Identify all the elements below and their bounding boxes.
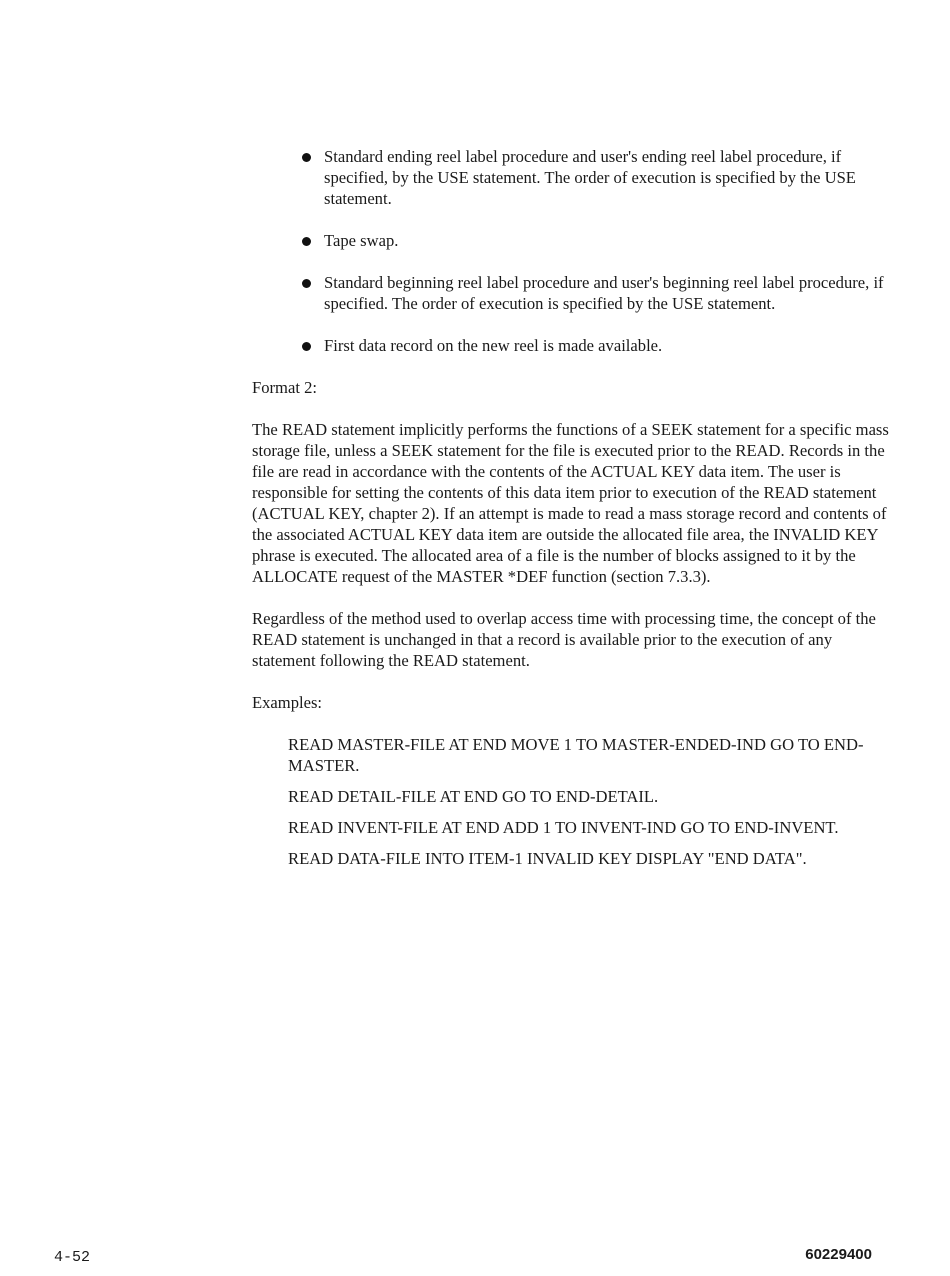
examples-list [288, 734, 892, 869]
bullet-item [252, 230, 892, 251]
example-line: READ INVENT-FILE AT END ADD 1 TO INVENT-IND GO TO END-INVENT. [288, 818, 839, 837]
bullet-dot-icon [302, 342, 311, 351]
format-heading: Format 2: [252, 378, 317, 397]
body-paragraph: The READ statement implicitly performs the functions of a SEEK statement for a specific mass storage file, unless a SEEK statement for the file is executed prior to the READ. Records in the file are read in accordance with the contents of the ACTUAL KEY data item. The user is responsible for setting the contents of this data item prior to execution of the READ statement (ACTUAL KEY, chapter 2). If an attempt is made to read a mass storage record and contents of the associated ACTUAL KEY data item are outside the allocated file area, the INVALID KEY phrase is executed. The allocated area of a file is the number of blocks assigned to it by the ALLOCATE request of the MASTER *DEF function (section 7.3.3). [252, 420, 889, 586]
bullet-text: Standard ending reel label procedure and user's ending reel label procedure, if specified, by the USE statement. The order of execution is specified by the USE statement. [324, 147, 856, 208]
example-line: READ MASTER-FILE AT END MOVE 1 TO MASTER-ENDED-IND GO TO END-MASTER. [288, 735, 864, 775]
page-number: 4-52 [54, 1249, 91, 1266]
bullet-text: First data record on the new reel is made available. [324, 336, 663, 355]
bullet-dot-icon [302, 153, 311, 162]
bullet-dot-icon [302, 237, 311, 246]
bullet-dot-icon [302, 279, 311, 288]
example-line: READ DATA-FILE INTO ITEM-1 INVALID KEY DISPLAY "END DATA". [288, 849, 807, 868]
bullet-text: Standard beginning reel label procedure and user's beginning reel label procedure, if specified. The order of execution is specified by the USE statement. [324, 273, 884, 313]
bullet-item [252, 272, 892, 314]
bullet-item [252, 146, 892, 209]
bullet-list [252, 146, 892, 356]
bullet-text: Tape swap. [324, 231, 399, 250]
example-line: READ DETAIL-FILE AT END GO TO END-DETAIL. [288, 787, 659, 806]
document-number: 60229400 [805, 1246, 872, 1263]
page-body [252, 146, 892, 879]
body-paragraph: Regardless of the method used to overlap access time with processing time, the concept of the READ statement is unchanged in that a record is available prior to the execution of any statement following the READ statement. [252, 609, 876, 670]
bullet-item [252, 335, 892, 356]
examples-heading: Examples: [252, 693, 323, 712]
